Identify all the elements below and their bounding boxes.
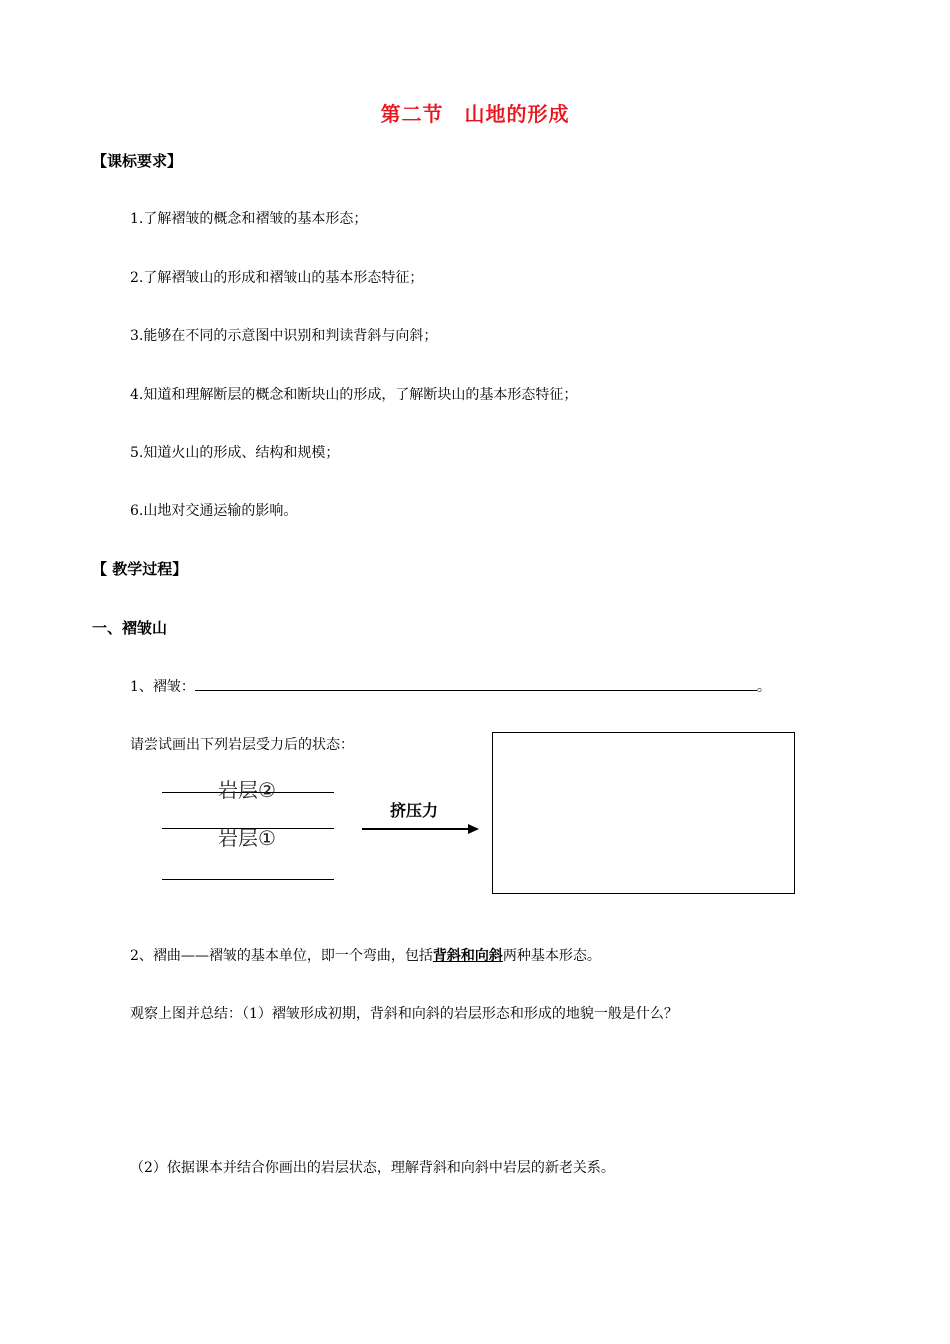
question-1-label: 1、褶皱： [130,679,195,695]
question-2 [130,945,601,965]
stratum-label-1: 岩层① [218,826,276,850]
question-2-emphasis: 背斜和向斜 [432,948,503,964]
standard-item-2: 2.了解褶皱山的形成和褶皱山的基本形态特征； [130,270,424,286]
question-1 [130,676,771,696]
drawing-box[interactable] [492,732,795,894]
question-1-end: 。 [756,679,771,695]
force-label: 挤压力 [390,801,439,820]
standard-item-3: 3.能够在不同的示意图中识别和判读背斜与向斜； [130,328,438,344]
standard-item-4: 4.知道和理解断层的概念和断块山的形成，了解断块山的基本形态特征； [130,387,578,403]
standard-item-6: 6.山地对交通运输的影响。 [130,503,298,519]
stratum-label-2: 岩层② [218,778,276,802]
observe-question: 观察上图并总结：（1）褶皱形成初期，背斜和向斜的岩层形态和形成的地貌一般是什么？ [130,1006,678,1022]
standard-item-5: 5.知道火山的形成、结构和规模； [130,445,340,461]
answer-blank-line[interactable] [195,676,757,691]
question-2-suffix: 两种基本形态。 [502,948,601,964]
process-heading: 【 教学过程】 [92,560,188,578]
standards-heading: 【课标要求】 [92,152,183,170]
sub-question-2: （2）依据课本并结合你画出的岩层状态，理解背斜和向斜中岩层的新老关系。 [130,1160,615,1176]
arrow-right-icon [362,822,482,836]
draw-prompt: 请尝试画出下列岩层受力后的状态： [130,737,354,753]
page-title: 第二节 山地的形成 [380,102,570,126]
stratum-line-bottom [162,879,334,880]
standard-item-1: 1.了解褶皱的概念和褶皱的基本形态； [130,211,368,227]
question-2-prefix: 2、褶曲——褶皱的基本单位，即一个弯曲，包括 [130,948,433,964]
section-folded-mountain: 一、褶皱山 [92,619,168,637]
